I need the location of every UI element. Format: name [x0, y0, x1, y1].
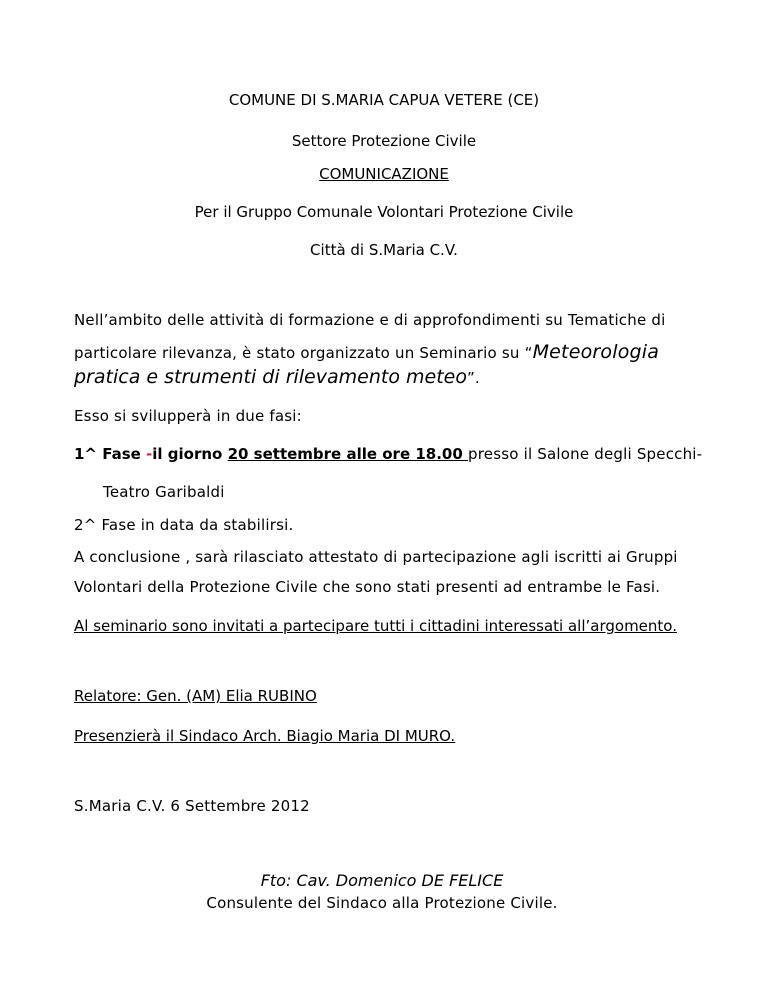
comunicazione-heading: COMUNICAZIONE [319, 165, 449, 183]
fase-1-rest: presso il Salone degli Specchi- [468, 445, 703, 463]
document-date: S.Maria C.V. 6 Settembre 2012 [74, 797, 310, 815]
conclusion-line-2: Volontari della Protezione Civile che sono stati presenti ad entrambe le Fasi. [74, 578, 661, 596]
signature: Fto: Cav. Domenico DE FELICE [260, 871, 504, 890]
comune-heading: COMUNE DI S.MARIA CAPUA VETERE (CE) [228, 91, 540, 109]
fase-2-line: 2^ Fase in data da stabilirsi. [74, 516, 294, 534]
conclusion-line-1: A conclusione , sarà rilasciato attestato di partecipazione agli iscritti ai Gruppi [74, 548, 678, 566]
seminar-title-part-2: pratica e strumenti di rilevamento meteo [74, 366, 467, 388]
seminar-title-part-1: Meteorologia [532, 341, 660, 363]
fase-1-dash: - [146, 445, 153, 463]
fase-1-il-giorno: il giorno [152, 445, 228, 463]
fase-1-place: Teatro Garibaldi [103, 483, 225, 501]
gruppo-heading: Per il Gruppo Comunale Volontari Protezione Civile [194, 203, 574, 221]
fase-1-date: 20 settembre alle ore 18.00 [227, 445, 469, 463]
signature-line [0, 871, 766, 891]
seminar-title-close: ”. [466, 369, 480, 387]
intro-line-2 [74, 340, 659, 365]
relatore-line: Relatore: Gen. (AM) Elia RUBINO [74, 687, 317, 705]
signature-role: Consulente del Sindaco alla Protezione Civile. [206, 894, 558, 912]
invite-line: Al seminario sono invitati a partecipare tutti i cittadini interessati all’argomento. [74, 617, 677, 635]
presenziera-line: Presenzierà il Sindaco Arch. Biagio Maria DI MURO. [74, 727, 456, 745]
settore-heading: Settore Protezione Civile [291, 132, 477, 150]
seminar-title-line-2 [74, 364, 480, 391]
phases-intro: Esso si svilupperà in due fasi: [74, 407, 302, 425]
intro-line-2-text: particolare rilevanza, è stato organizzato un Seminario su “ [74, 344, 533, 362]
fase-1-label: 1^ Fase [74, 445, 147, 463]
fase-1-line [74, 444, 702, 464]
intro-line-1: Nell’ambito delle attività di formazione e di approfondimenti su Tematiche di [74, 311, 666, 329]
citta-heading: Città di S.Maria C.V. [310, 241, 458, 259]
